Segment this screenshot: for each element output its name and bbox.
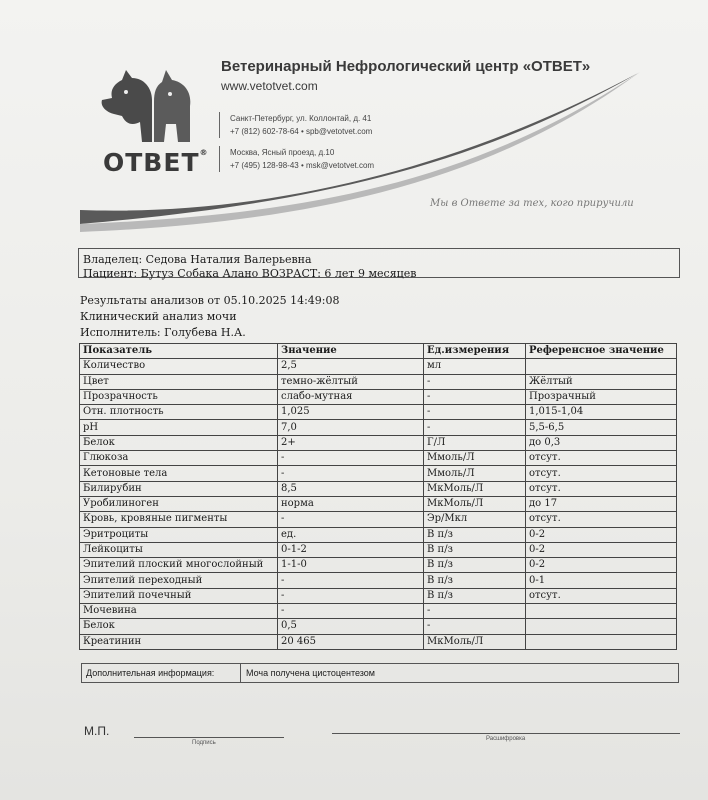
cell-parameter: Лейкоциты: [80, 542, 278, 557]
additional-info-divider: [240, 664, 241, 682]
cell-unit: МкМоль/Л: [424, 496, 526, 511]
cell-unit: Г/Л: [424, 435, 526, 450]
cell-unit: В п/з: [424, 558, 526, 573]
cell-unit: -: [424, 604, 526, 619]
cell-parameter: Уробилиноген: [80, 496, 278, 511]
cell-unit: МкМоль/Л: [424, 481, 526, 496]
cell-parameter: Билирубин: [80, 481, 278, 496]
cell-reference: 1,015-1,04: [526, 405, 677, 420]
address-divider: [219, 146, 220, 172]
table-row: [80, 405, 677, 420]
table-row: [80, 435, 677, 450]
cell-reference: отсут.: [526, 481, 677, 496]
cell-value: 20 465: [278, 634, 424, 649]
cell-value: 1,025: [278, 405, 424, 420]
cell-parameter: Глюкоза: [80, 451, 278, 466]
center-name: Ветеринарный Нефрологический центр «ОТВЕТ»: [221, 58, 591, 75]
table-row: [80, 542, 677, 557]
owner-patient-box: [78, 248, 680, 278]
cell-parameter: pH: [80, 420, 278, 435]
cell-unit: Ммоль/Л: [424, 451, 526, 466]
cell-reference: [526, 359, 677, 374]
cell-reference: [526, 604, 677, 619]
address-divider: [219, 112, 220, 138]
cell-reference: 0-1: [526, 573, 677, 588]
spb-address: Санкт-Петербург, ул. Коллонтай, д. 41: [230, 114, 372, 123]
table-row: [80, 604, 677, 619]
cell-value: слабо-мутная: [278, 389, 424, 404]
cell-unit: -: [424, 405, 526, 420]
cell-value: 1-1-0: [278, 558, 424, 573]
msk-address: Москва, Ясный проезд, д.10: [230, 148, 335, 157]
signature-line: [134, 737, 284, 738]
cell-value: 8,5: [278, 481, 424, 496]
cell-unit: -: [424, 374, 526, 389]
cell-reference: 0-2: [526, 542, 677, 557]
table-header-row: [80, 344, 677, 359]
table-row: [80, 634, 677, 649]
msk-contacts: +7 (495) 128-98-43 • msk@vetotvet.com: [230, 161, 375, 170]
cell-parameter: Прозрачность: [80, 389, 278, 404]
cell-parameter: Белок: [80, 619, 278, 634]
cell-parameter: Эпителий переходный: [80, 573, 278, 588]
cell-parameter: Количество: [80, 359, 278, 374]
table-row: [80, 496, 677, 511]
table-row: [80, 588, 677, 603]
cell-value: ед.: [278, 527, 424, 542]
cell-value: 2,5: [278, 359, 424, 374]
spb-address-block: [230, 112, 372, 138]
cell-reference: 5,5-6,5: [526, 420, 677, 435]
executor-line: Исполнитель: Голубева Н.А.: [80, 326, 246, 339]
results-table: [79, 343, 677, 650]
cell-value: -: [278, 451, 424, 466]
decoding-line: [332, 733, 680, 734]
cell-reference: 0-2: [526, 527, 677, 542]
cell-value: -: [278, 573, 424, 588]
table-row: [80, 451, 677, 466]
additional-info-label: Дополнительная информация:: [86, 668, 215, 678]
cell-value: 2+: [278, 435, 424, 450]
cell-value: 7,0: [278, 420, 424, 435]
cell-unit: В п/з: [424, 542, 526, 557]
cell-value: темно-жёлтый: [278, 374, 424, 389]
signature-caption: Подпись: [192, 740, 216, 746]
cell-unit: -: [424, 389, 526, 404]
header-value: Значение: [278, 344, 424, 359]
cell-parameter: Белок: [80, 435, 278, 450]
cell-reference: отсут.: [526, 451, 677, 466]
cell-parameter: Эпителий почечный: [80, 588, 278, 603]
cell-unit: -: [424, 619, 526, 634]
header-parameter: Показатель: [80, 344, 278, 359]
cell-reference: до 0,3: [526, 435, 677, 450]
cell-value: 0-1-2: [278, 542, 424, 557]
website-link[interactable]: www.vetotvet.com: [221, 79, 318, 93]
table-row: [80, 466, 677, 481]
cell-unit: мл: [424, 359, 526, 374]
cell-reference: [526, 634, 677, 649]
table-row: [80, 619, 677, 634]
cell-reference: [526, 619, 677, 634]
results-date-line: Результаты анализов от 05.10.2025 14:49:08: [80, 294, 340, 307]
cell-reference: 0-2: [526, 558, 677, 573]
msk-address-block: [230, 146, 374, 172]
table-row: [80, 481, 677, 496]
analysis-type: Клинический анализ мочи: [80, 310, 237, 323]
slogan: Мы в Ответе за тех, кого приручили: [430, 198, 634, 209]
table-row: [80, 374, 677, 389]
table-row: [80, 573, 677, 588]
cell-value: норма: [278, 496, 424, 511]
spb-contacts: +7 (812) 602-78-64 • spb@vetotvet.com: [230, 127, 373, 136]
table-row: [80, 527, 677, 542]
cell-reference: Прозрачный: [526, 389, 677, 404]
cell-value: -: [278, 512, 424, 527]
cell-value: -: [278, 588, 424, 603]
stamp-label: М.П.: [84, 724, 110, 738]
cell-parameter: Эритроциты: [80, 527, 278, 542]
owner-line: Владелец: Седова Наталия Валерьевна: [83, 253, 312, 266]
header-unit: Ед.измерения: [424, 344, 526, 359]
cell-reference: Жёлтый: [526, 374, 677, 389]
cell-parameter: Мочевина: [80, 604, 278, 619]
patient-line: Пациент: Бутуз Собака Алано ВОЗРАСТ: 6 лет 9 месяцев: [83, 267, 417, 280]
cell-parameter: Креатинин: [80, 634, 278, 649]
cell-parameter: Отн. плотность: [80, 405, 278, 420]
cell-reference: до 17: [526, 496, 677, 511]
table-row: [80, 389, 677, 404]
cell-reference: отсут.: [526, 588, 677, 603]
cell-value: -: [278, 466, 424, 481]
cell-parameter: Эпителий плоский многослойный: [80, 558, 278, 573]
logo-wordmark: ОТВЕТ®: [103, 148, 209, 177]
table-row: [80, 558, 677, 573]
table-row: [80, 512, 677, 527]
table-row: [80, 359, 677, 374]
cell-unit: В п/з: [424, 573, 526, 588]
cell-unit: -: [424, 420, 526, 435]
decoding-caption: Расшифровка: [486, 736, 526, 742]
cell-value: 0,5: [278, 619, 424, 634]
cell-unit: В п/з: [424, 588, 526, 603]
cell-parameter: Цвет: [80, 374, 278, 389]
header-reference: Референсное значение: [526, 344, 677, 359]
cell-value: -: [278, 604, 424, 619]
cell-reference: отсут.: [526, 466, 677, 481]
cell-unit: В п/з: [424, 527, 526, 542]
cell-unit: Ммоль/Л: [424, 466, 526, 481]
cell-reference: отсут.: [526, 512, 677, 527]
table-row: [80, 420, 677, 435]
additional-info-box: [81, 663, 679, 683]
cell-unit: МкМоль/Л: [424, 634, 526, 649]
cell-unit: Эр/Мкл: [424, 512, 526, 527]
additional-info-value: Моча получена цистоцентезом: [246, 668, 375, 678]
cell-parameter: Кетоновые тела: [80, 466, 278, 481]
cell-parameter: Кровь, кровяные пигменты: [80, 512, 278, 527]
